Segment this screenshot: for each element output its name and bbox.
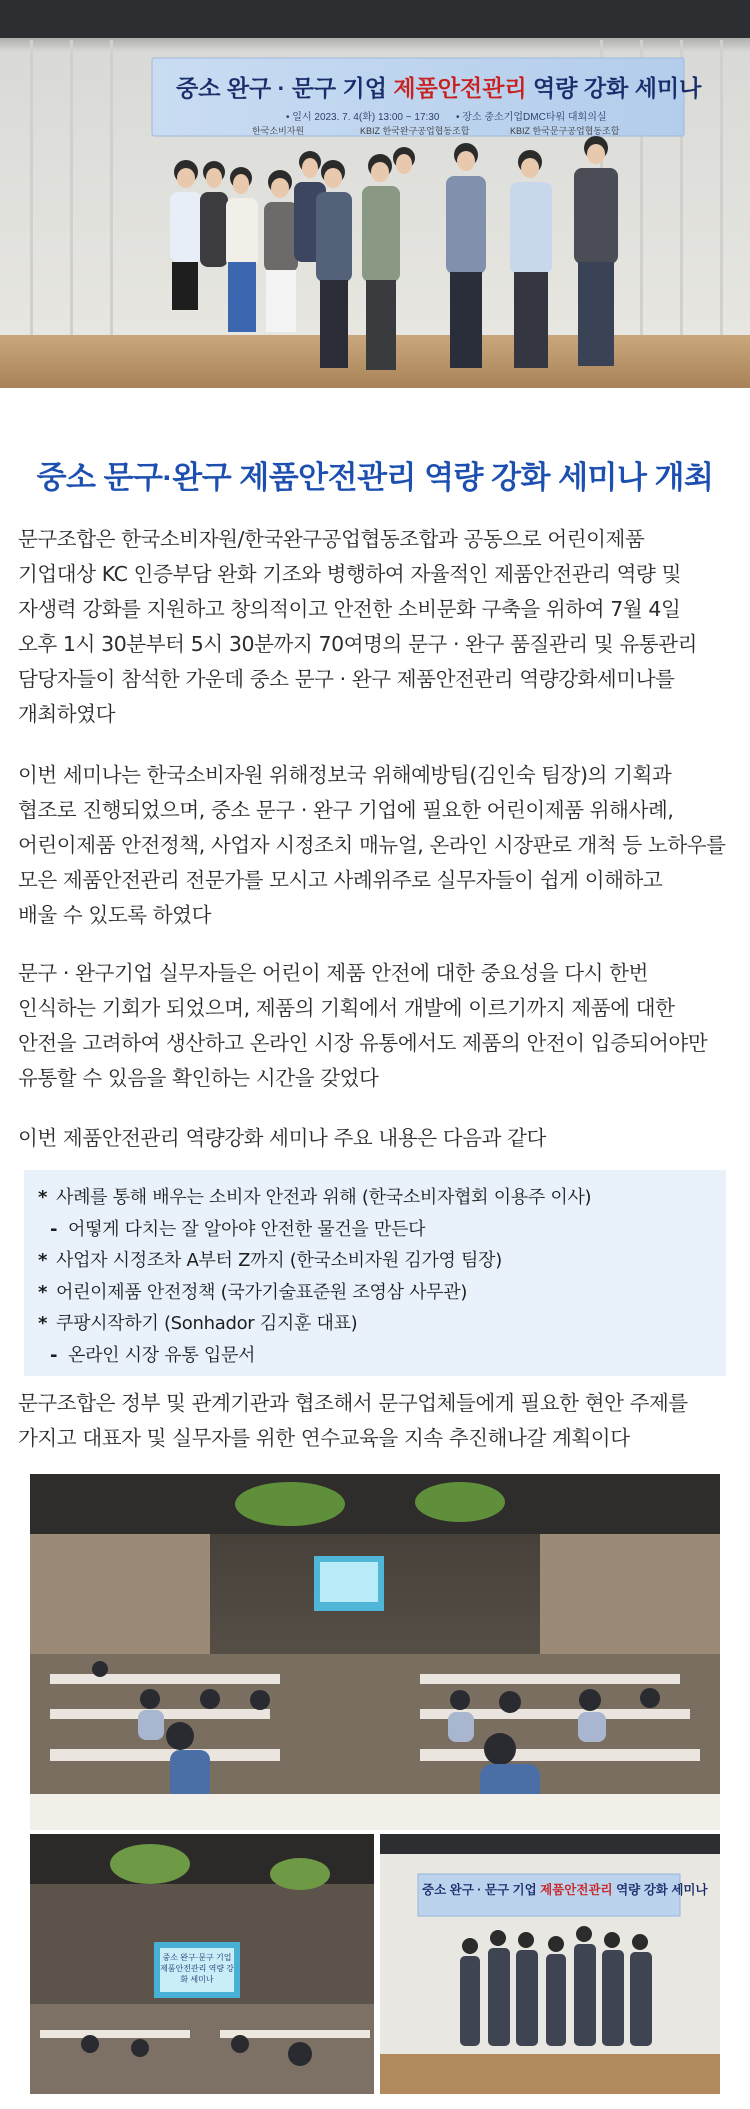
seminar-hall-photo <box>30 1474 720 1830</box>
seminar-contents-subitem <box>38 1340 726 1372</box>
article-paragraph-closing: 문구조합은 정부 및 관계기관과 협조해서 문구업체들에게 필요한 현안 주제를 가지고 대표자 및 실무자를 위한 연수교육을 지속 추진해나갈 계획이다 <box>18 1391 688 1450</box>
group-photo-banner-title-part1: 중소 완구 · 문구 기업 <box>422 1883 541 1897</box>
group-photo <box>380 1834 720 2094</box>
lecture-photo <box>30 1834 374 2094</box>
seminar-contents-item <box>38 1245 726 1277</box>
seminar-contents-item-text: 온라인 시장 유통 입문서 <box>68 1344 256 1366</box>
seminar-contents-item-text: 쿠팡시작하기 (Sonhador 김지훈 대표) <box>56 1313 358 1334</box>
seminar-contents-list <box>24 1170 726 1371</box>
article-paragraph-intro: 문구조합은 한국소비자원/한국완구공업협동조합과 공동으로 어린이제품 기업대상 KC 인증부담 완화 기조와 병행하여 자율적인 제품안전관리 역량 및 자생력 강화를 지원하고 창의적이고 안전한 소비문화 구축을 위하여 7월 4일 오후 1시 30분부터 5시 30분까지 70여명의 문구 · 완구 품질관리 및 유통관리 담당자들이 참석한 가운데 중소 문구 · 완구 제품안전관리 역량강화세미나를 개최하였다 <box>18 527 698 726</box>
seminar-contents-item <box>38 1308 726 1340</box>
bullet-marker: * <box>38 1250 48 1271</box>
group-photo-illustration <box>380 1834 720 2094</box>
seminar-hall-illustration <box>30 1474 720 1830</box>
hero-banner-title-part1: 중소 완구 · 문구 기업 <box>176 75 394 101</box>
seminar-contents-item <box>38 1277 726 1309</box>
hero-banner-org-stationery-union: KBIZ 한국문구공업협동조합 <box>510 126 620 136</box>
bullet-marker: * <box>38 1187 48 1208</box>
hero-banner-org-consumer-agency: 한국소비자원 <box>252 126 305 136</box>
article-paragraph-planning: 이번 세미나는 한국소비자원 위해정보국 위해예방팀(김인숙 팀장)의 기획과 협조로 진행되었으며, 중소 문구 · 완구 기업에 필요한 어린이제품 위해사례, 어린이제품 안전정책, 사업자 시정조치 매뉴얼, 온라인 시장판로 개척 등 노하우를 모은 제품안전관리 전문가를 모시고 사례위주로 실무자들이 쉽게 이해하고 배울 수 있도록 하였다 <box>18 763 726 927</box>
seminar-contents-item-text: 사업자 시정조차 A부터 Z까지 (한국소비자원 김가영 팀장) <box>56 1250 502 1271</box>
hero-photo-illustration <box>0 0 750 432</box>
article-paragraph-summary-lead: 이번 제품안전관리 역량강화 세미나 주요 내용은 다음과 같다 <box>18 1126 546 1150</box>
group-photo-banner-title <box>422 1880 708 1898</box>
article-paragraph-outcome: 문구 · 완구기업 실무자들은 어린이 제품 안전에 대한 중요성을 다시 한번 인식하는 기회가 되었으며, 제품의 기획에서 개발에 이르기까지 제품에 대한 안전을 고려하여 생산하고 온라인 시장 유통에서도 제품의 안전이 입증되어야만 유통할 수 있음을 확인하는 시간을 갖었다 <box>18 961 708 1090</box>
hero-photo <box>0 0 750 432</box>
hero-banner-date: • 일시 2023. 7. 4(화) 13:00 ~ 17:30 <box>286 112 440 123</box>
group-photo-banner-title-accent: 제품안전관리 <box>540 1883 613 1897</box>
hero-banner-title <box>176 70 701 103</box>
bullet-marker: * <box>38 1281 48 1303</box>
bullet-marker: * <box>38 1313 48 1334</box>
seminar-contents-item-text: 어떻게 다치는 잘 알아야 안전한 물건을 만든다 <box>68 1218 426 1240</box>
hero-banner-title-part2: 역량 강화 세미나 <box>526 75 702 101</box>
group-photo-banner-title-part2: 역량 강화 세미나 <box>612 1883 708 1897</box>
seminar-contents-item-text: 어린이제품 안전정책 (국가기술표준원 조영삼 사무관) <box>56 1281 468 1303</box>
seminar-contents-subitem <box>38 1214 726 1246</box>
hero-banner-org-toy-union: KBIZ 한국완구공업협동조합 <box>360 126 470 136</box>
article-headline: 중소 문구·완구 제품안전관리 역량 강화 세미나 개최 <box>36 460 714 495</box>
seminar-contents-box <box>24 1170 726 1376</box>
seminar-contents-item <box>38 1182 726 1214</box>
lecture-screen-text: 중소 완구·문구 기업 제품안전관리 역량 강화 세미나 <box>160 1953 234 1984</box>
seminar-contents-item-text: 사례를 통해 배우는 소비자 안전과 위해 (한국소비자협회 이용주 이사) <box>56 1187 592 1208</box>
dash-marker: - <box>50 1344 58 1366</box>
dash-marker: - <box>50 1218 58 1240</box>
hero-banner-title-accent: 제품안전관리 <box>393 75 527 101</box>
hero-banner-place: • 장소 중소기업DMC타워 대회의실 <box>456 112 607 123</box>
